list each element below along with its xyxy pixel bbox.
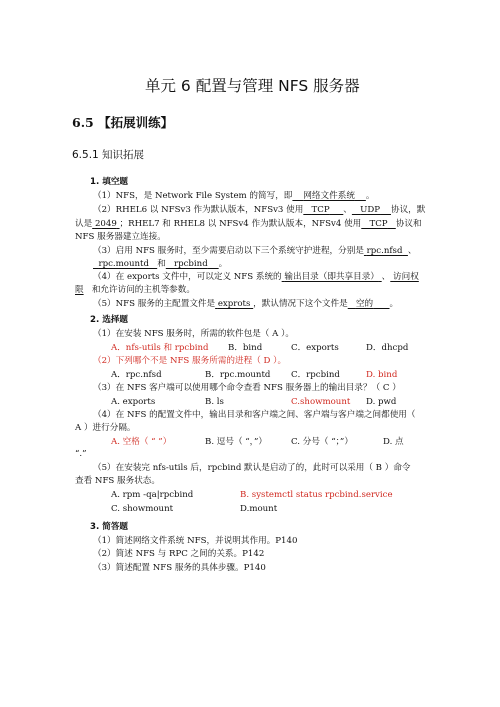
- page-title: 单元 6 配置与管理 NFS 服务器: [145, 77, 360, 95]
- choice-q1-opt-d: D．dhcpd: [366, 343, 409, 353]
- fill-q4-line1: （4）在 exports 文件中，可以定义 NFS 系统的 输出目录（即共享目录） 、 访问权: [93, 272, 419, 282]
- choice-q4-opt-b: B. 逗号（ “，”）: [205, 437, 267, 447]
- fill-q1: （1）NFS，是 Network File System 的简写，即 网络文件系统 。: [93, 191, 375, 201]
- choice-q2-opt-d: D. bind: [366, 370, 398, 380]
- fill-q2-line2: 认是 2049 ；RHEL7 和 RHEL8 以 NFSv4 作为默认版本，NFSv4 使用 TCP 协议和: [75, 219, 422, 229]
- short-answer-heading: 3. 简答题: [90, 522, 129, 532]
- choice-q4-opt-c: C. 分号（ “；”）: [291, 437, 353, 447]
- fill-q5: （5）NFS 服务的主配置文件是 exprots ，默认情况下这个文件是 空的 。: [93, 299, 399, 309]
- choice-q5-stem-line2: 查看 NFS 服务状态。: [75, 476, 160, 486]
- choice-q1-opt-b: B．bind: [228, 343, 263, 353]
- choice-q4-stem-line1: （4）在 NFS 的配置文件中，输出目录和客户端之间、客户端与客户端之间都使用（: [93, 410, 416, 420]
- choice-heading: 2. 选择题: [90, 315, 129, 325]
- choice-q5-opt-d: D.mount: [240, 504, 278, 514]
- choice-q3-opt-b: B. ls: [205, 397, 224, 407]
- choice-q3-opt-d: D. pwd: [366, 397, 397, 407]
- fill-q3-line2: rpc.mountd 和 rpcbind 。: [98, 259, 228, 269]
- choice-q3-opt-c: C.showmount: [291, 397, 351, 407]
- choice-q4-opt-a: A. 空格（ “ ”）: [111, 437, 172, 447]
- choice-q3-stem: （3）在 NFS 客户端可以使用哪个命令查看 NFS 服务器上的输出目录？（ C ）: [93, 383, 401, 393]
- choice-q4-opt-d-tail: “.”: [75, 449, 87, 459]
- fill-q2-line3: NFS 服务器建立连接。: [75, 232, 166, 242]
- choice-q5-stem-line1: （5）在安装完 nfs-utils 后，rpcbind 默认是启动了的，此时可以采用（ B ）命令: [93, 463, 411, 473]
- choice-q1-stem: （1）在安装 NFS 服务时，所需的软件包是（ A ）。: [93, 329, 294, 339]
- short-answer-q1: （1）简述网络文件系统 NFS，并说明其作用。P140: [93, 536, 298, 546]
- fill-blank-heading: 1. 填空题: [90, 177, 129, 187]
- short-answer-q3: （3）简述配置 NFS 服务的具体步骤。P140: [93, 563, 266, 573]
- fill-q2-line1: （2）RHEL6 以 NFSv3 作为默认版本，NFSv3 使用 TCP 、 UDP 协议，默: [93, 205, 426, 215]
- fill-q3-line1: （3）启用 NFS 服务时，至少需要启动以下三个系统守护进程，分别是 rpc.nfsd 、: [93, 246, 417, 256]
- section-heading: 6.5 【拓展训练】: [72, 115, 174, 130]
- choice-q2-opt-b: B．rpc.mountd: [205, 370, 271, 380]
- choice-q1-opt-a: A．nfs-utils 和 rpcbind: [111, 343, 209, 353]
- choice-q2-stem: （2）下列哪个不是 NFS 服务所需的进程（ D ）。: [93, 356, 287, 366]
- choice-q5-opt-b: B. systemctl status rpcbind.service: [240, 490, 393, 500]
- fill-q4-line2: 限 和允许访问的主机等参数。: [75, 285, 195, 295]
- choice-q4-opt-d: D. 点: [383, 437, 404, 447]
- choice-q1-opt-c: C．exports: [291, 343, 339, 353]
- choice-q2-opt-a: A．rpc.nfsd: [111, 370, 162, 380]
- choice-q5-opt-c: C. showmount: [111, 504, 174, 514]
- choice-q2-opt-c: C．rpcbind: [291, 370, 340, 380]
- choice-q3-opt-a: A. exports: [111, 397, 156, 407]
- choice-q4-stem-line2: A ）进行分隔。: [75, 423, 136, 433]
- choice-q5-opt-a: A. rpm -qa|rpcbind: [111, 490, 194, 500]
- short-answer-q2: （2）简述 NFS 与 RPC 之间的关系。P142: [93, 549, 265, 559]
- subsection-heading: 6.5.1 知识拓展: [72, 149, 145, 161]
